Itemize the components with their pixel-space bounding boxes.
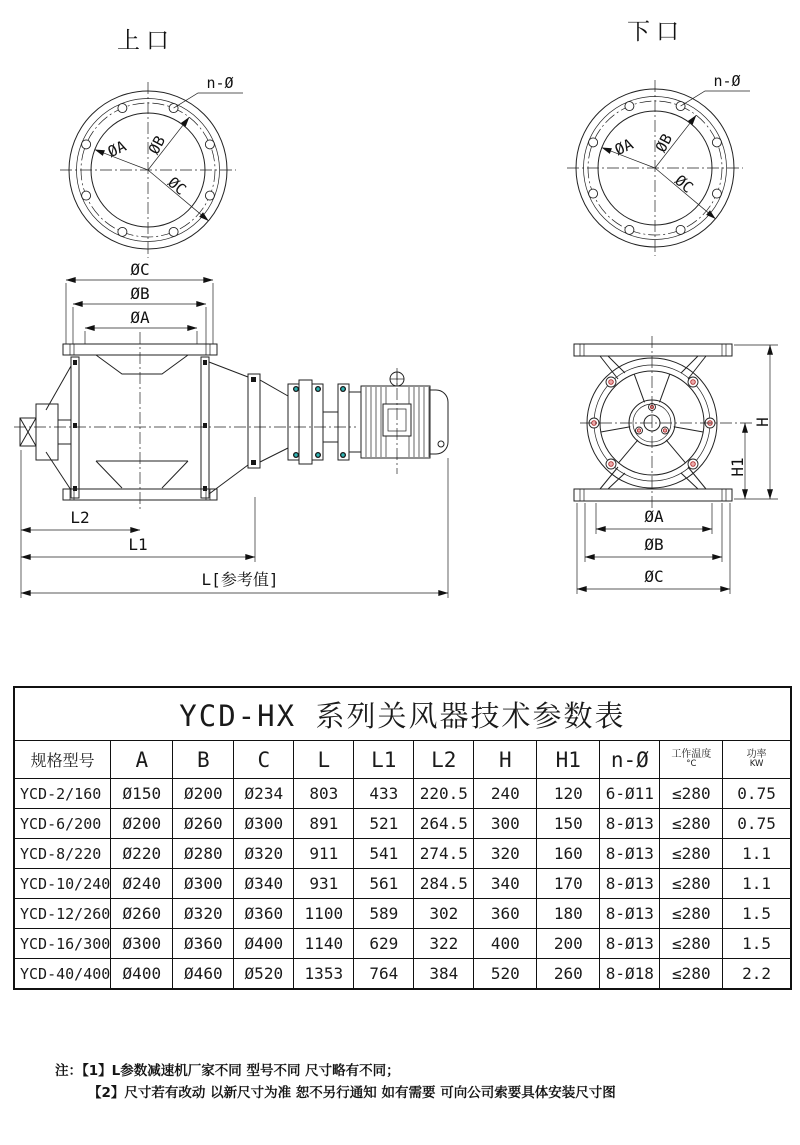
- dim-l1: L1: [128, 535, 148, 554]
- dim-phi-c: ØC: [130, 260, 150, 279]
- phi-c-label: ØC: [164, 173, 190, 199]
- cell-value: ≤280: [660, 869, 723, 899]
- table-row: [14, 839, 791, 869]
- cell-value: 8-Ø13: [600, 839, 660, 869]
- footnotes: [55, 1060, 616, 1104]
- cell-value: 589: [354, 899, 414, 929]
- table-row: [14, 899, 791, 929]
- header-cell: L2: [414, 741, 474, 779]
- cell-model: YCD-12/260: [14, 899, 111, 929]
- header-cell: A: [111, 741, 173, 779]
- header-cell: 功率 KW: [723, 741, 791, 779]
- header-cell: 规格型号: [14, 741, 111, 779]
- cell-value: ≤280: [660, 929, 723, 959]
- cell-model: YCD-16/300: [14, 929, 111, 959]
- cell-value: 322: [414, 929, 474, 959]
- cell-value: Ø320: [234, 839, 294, 869]
- cell-value: 1.5: [723, 929, 791, 959]
- header-cell: B: [173, 741, 234, 779]
- lower-port-view: [567, 19, 750, 256]
- cell-value: 150: [537, 809, 600, 839]
- cell-value: 400: [474, 929, 537, 959]
- cell-value: 8-Ø13: [600, 929, 660, 959]
- cell-value: Ø280: [173, 839, 234, 869]
- dim-l2: L2: [70, 508, 90, 527]
- cell-value: 320: [474, 839, 537, 869]
- cell-value: 8-Ø13: [600, 869, 660, 899]
- cell-value: 1.5: [723, 899, 791, 929]
- header-cell: 工作温度 °C: [660, 741, 723, 779]
- header-cell: L: [294, 741, 354, 779]
- cell-value: 8-Ø13: [600, 809, 660, 839]
- cell-value: Ø360: [234, 899, 294, 929]
- cell-value: 200: [537, 929, 600, 959]
- cell-value: Ø320: [173, 899, 234, 929]
- cell-value: Ø460: [173, 959, 234, 990]
- cell-value: 0.75: [723, 809, 791, 839]
- table-row: [14, 809, 791, 839]
- cell-model: YCD-10/240: [14, 869, 111, 899]
- header-cell: n-Ø: [600, 741, 660, 779]
- side-assembly-view: [14, 260, 448, 598]
- dim-phi-a: ØA: [130, 308, 150, 327]
- cell-value: 0.75: [723, 779, 791, 809]
- phi-c-label: ØC: [671, 171, 697, 197]
- table-title: YCD-HX 系列关风器技术参数表: [14, 687, 791, 741]
- cell-value: 520: [474, 959, 537, 990]
- cell-value: 260: [537, 959, 600, 990]
- footnote-2: 【2】尺寸若有改动 以新尺寸为准 恕不另行通知 如有需要 可向公司索要具体安装尺寸图: [88, 1085, 616, 1101]
- cell-value: 1140: [294, 929, 354, 959]
- cell-value: 433: [354, 779, 414, 809]
- cell-value: 803: [294, 779, 354, 809]
- table-row: [14, 779, 791, 809]
- table-row: [14, 929, 791, 959]
- cell-value: 764: [354, 959, 414, 990]
- cell-value: Ø300: [173, 869, 234, 899]
- cell-value: 274.5: [414, 839, 474, 869]
- cell-value: 300: [474, 809, 537, 839]
- cell-value: 170: [537, 869, 600, 899]
- cell-value: 180: [537, 899, 600, 929]
- cell-value: Ø234: [234, 779, 294, 809]
- lower-port-title: 下口: [627, 19, 685, 45]
- cell-value: Ø400: [111, 959, 173, 990]
- cell-value: ≤280: [660, 899, 723, 929]
- cell-value: 1.1: [723, 869, 791, 899]
- phi-a-label: ØA: [612, 135, 636, 159]
- cell-value: Ø200: [111, 809, 173, 839]
- cell-value: Ø360: [173, 929, 234, 959]
- spec-table: [13, 686, 792, 990]
- cell-value: 340: [474, 869, 537, 899]
- cell-value: Ø260: [173, 809, 234, 839]
- cell-value: Ø240: [111, 869, 173, 899]
- cell-value: 220.5: [414, 779, 474, 809]
- dim-phi-b: ØB: [130, 284, 150, 303]
- cell-model: YCD-40/400: [14, 959, 111, 990]
- cell-value: 240: [474, 779, 537, 809]
- cell-value: 2.2: [723, 959, 791, 990]
- cell-value: 284.5: [414, 869, 474, 899]
- cell-value: 521: [354, 809, 414, 839]
- footnote-1: 注：【1】L参数减速机厂家不同 型号不同 尺寸略有不同；: [55, 1063, 400, 1079]
- cell-value: 931: [294, 869, 354, 899]
- cell-value: 629: [354, 929, 414, 959]
- cell-value: Ø260: [111, 899, 173, 929]
- cell-model: YCD-8/220: [14, 839, 111, 869]
- front-body-view: [574, 336, 778, 594]
- motor-fins: [366, 387, 429, 457]
- cell-value: 302: [414, 899, 474, 929]
- cell-value: 1353: [294, 959, 354, 990]
- header-cell: L1: [354, 741, 414, 779]
- phi-b-label: ØB: [651, 130, 677, 156]
- cell-value: 1.1: [723, 839, 791, 869]
- cell-value: 8-Ø18: [600, 959, 660, 990]
- table-row: [14, 959, 791, 990]
- cell-value: Ø300: [111, 929, 173, 959]
- cell-value: 120: [537, 779, 600, 809]
- header-cell: C: [234, 741, 294, 779]
- header-cell: H: [474, 741, 537, 779]
- cell-value: 541: [354, 839, 414, 869]
- cell-value: Ø520: [234, 959, 294, 990]
- dim-l-ref: L[参考值]: [201, 570, 279, 589]
- dim-phi-b: ØB: [644, 535, 664, 554]
- cell-value: Ø150: [111, 779, 173, 809]
- cell-value: Ø300: [234, 809, 294, 839]
- cell-value: Ø340: [234, 869, 294, 899]
- cell-value: 160: [537, 839, 600, 869]
- cell-value: ≤280: [660, 959, 723, 990]
- cell-value: 264.5: [414, 809, 474, 839]
- upper-port-view: [60, 28, 243, 258]
- cell-value: 8-Ø13: [600, 899, 660, 929]
- cell-value: 1100: [294, 899, 354, 929]
- n-phi-label: n-Ø: [206, 74, 234, 92]
- cell-value: Ø200: [173, 779, 234, 809]
- n-phi-label: n-Ø: [713, 72, 741, 90]
- cell-value: 6-Ø11: [600, 779, 660, 809]
- cell-value: 891: [294, 809, 354, 839]
- cell-value: Ø400: [234, 929, 294, 959]
- cell-value: ≤280: [660, 839, 723, 869]
- dim-h: H: [753, 417, 772, 427]
- header-cell: H1: [537, 741, 600, 779]
- dim-h1: H1: [728, 457, 747, 477]
- cell-value: ≤280: [660, 779, 723, 809]
- cell-value: 911: [294, 839, 354, 869]
- cell-value: 384: [414, 959, 474, 990]
- phi-a-label: ØA: [105, 137, 129, 161]
- cell-value: ≤280: [660, 809, 723, 839]
- cell-value: 360: [474, 899, 537, 929]
- cell-value: 561: [354, 869, 414, 899]
- cell-model: YCD-6/200: [14, 809, 111, 839]
- table-row: [14, 869, 791, 899]
- cell-model: YCD-2/160: [14, 779, 111, 809]
- cell-value: Ø220: [111, 839, 173, 869]
- dim-phi-c: ØC: [644, 567, 664, 586]
- dim-phi-a: ØA: [644, 507, 664, 526]
- upper-port-title: 上口: [117, 28, 175, 54]
- phi-b-label: ØB: [144, 132, 170, 158]
